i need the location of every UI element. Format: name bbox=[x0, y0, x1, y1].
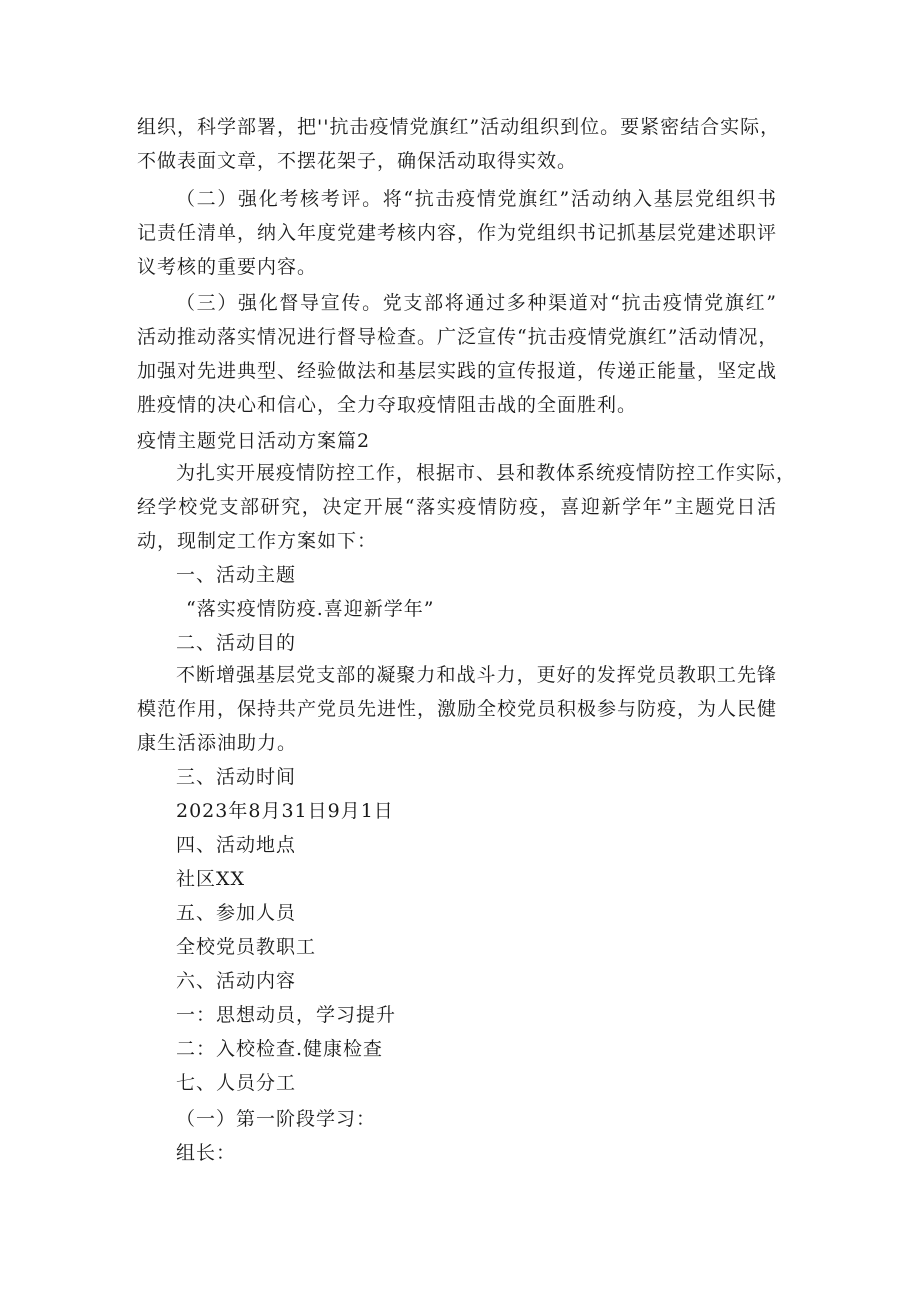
staff-heading: 七、人员分工 bbox=[176, 1072, 297, 1094]
para-supervise-line-1: （三）强化督导宣传。党支部将通过多种渠道对“抗击疫情党旗红” bbox=[176, 292, 777, 314]
place-text: 社区XX bbox=[176, 868, 246, 890]
section-title: 疫情主题党日活动方案篇2 bbox=[137, 430, 371, 452]
place-heading: 四、活动地点 bbox=[176, 834, 297, 856]
para-supervise-line-4: 胜疫情的决心和信心，全力夺取疫情阻击战的全面胜利。 bbox=[137, 394, 638, 416]
participants-text: 全校党员教职工 bbox=[176, 936, 317, 958]
theme-heading: 一、活动主题 bbox=[176, 564, 297, 586]
staff-stage-1: （一）第一阶段学习： bbox=[176, 1108, 377, 1130]
participants-heading: 五、参加人员 bbox=[176, 902, 297, 924]
content-heading: 六、活动内容 bbox=[176, 970, 297, 992]
theme-text: “落实疫情防疫.喜迎新学年” bbox=[186, 598, 435, 620]
para-org-line-1: 组织，科学部署，把''抗击疫情党旗红”活动组织到位。要紧密结合实际， bbox=[137, 116, 781, 138]
content-item-1: 一：思想动员，学习提升 bbox=[176, 1004, 397, 1026]
para-supervise-line-2: 活动推动落实情况进行督导检查。广泛宣传“抗击疫情党旗红”活动情况， bbox=[137, 326, 779, 348]
content-item-2: 二：入校检查.健康检查 bbox=[176, 1038, 384, 1060]
purpose-line-1: 不断增强基层党支部的凝聚力和战斗力，更好的发挥党员教职工先锋 bbox=[176, 664, 777, 686]
purpose-heading: 二、活动目的 bbox=[176, 632, 297, 654]
intro-line-1: 为扎实开展疫情防控工作，根据市、县和教体系统疫情防控工作实际， bbox=[176, 462, 797, 484]
para-assess-line-2: 记责任清单，纳入年度党建考核内容，作为党组织书记抓基层党建述职评 bbox=[137, 222, 778, 244]
time-heading: 三、活动时间 bbox=[176, 766, 297, 788]
para-assess-line-3: 议考核的重要内容。 bbox=[137, 256, 318, 278]
intro-line-3: 动，现制定工作方案如下： bbox=[137, 530, 378, 552]
intro-line-2: 经学校党支部研究，决定开展“落实疫情防疫，喜迎新学年”主题党日活 bbox=[137, 496, 777, 518]
purpose-line-3: 康生活添油助力。 bbox=[137, 732, 298, 754]
time-text: 2023年8月31日9月1日 bbox=[176, 800, 394, 822]
para-supervise-line-3: 加强对先进典型、经验做法和基层实践的宣传报道，传递正能量，坚定战 bbox=[137, 360, 778, 382]
purpose-line-2: 模范作用，保持共产党员先进性，激励全校党员积极参与防疫，为人民健 bbox=[137, 698, 778, 720]
para-org-line-2: 不做表面文章，不摆花架子，确保活动取得实效。 bbox=[137, 150, 578, 172]
para-assess-line-1: （二）强化考核考评。将“抗击疫情党旗红”活动纳入基层党组织书 bbox=[176, 188, 777, 210]
staff-leader: 组长： bbox=[176, 1142, 237, 1164]
